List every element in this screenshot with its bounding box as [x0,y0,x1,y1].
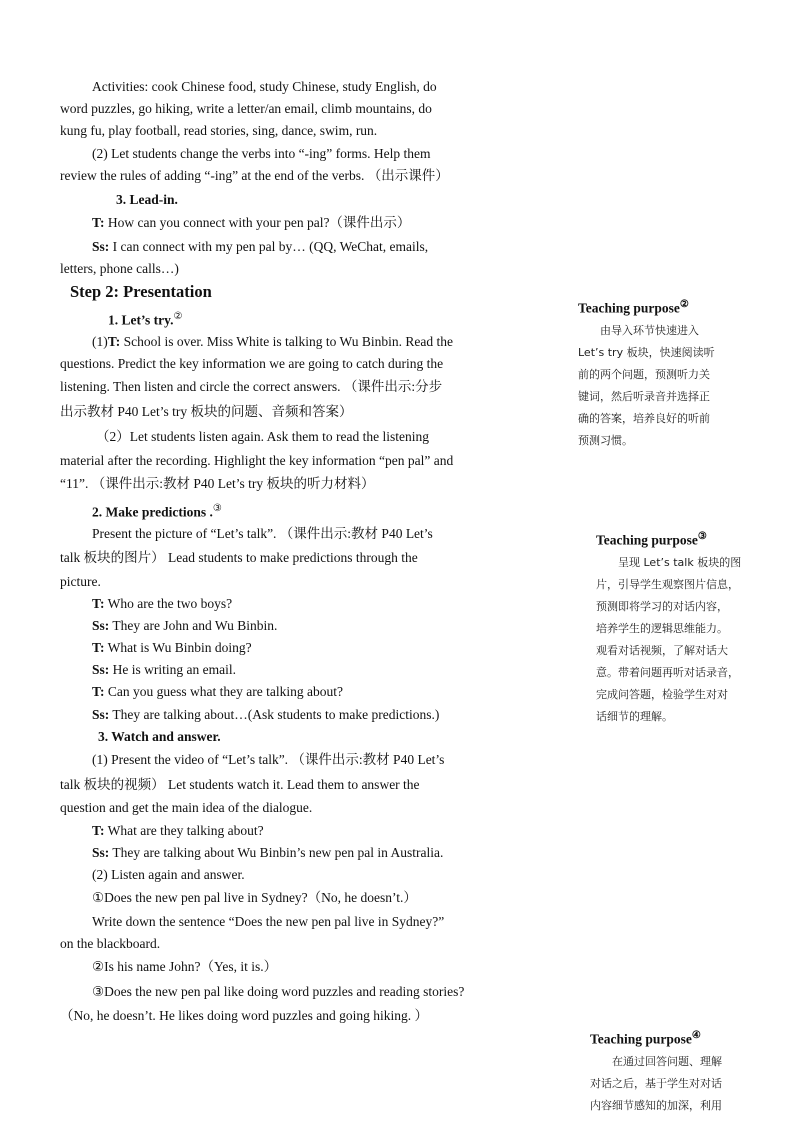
dialogue-line: T: Can you guess what they are talking about? [92,684,343,699]
section-heading: 3. Watch and answer. [98,729,221,744]
step-text: picture. [60,574,101,589]
question-line: ②Is his name John?（Yes, it is.） [92,959,278,974]
dialogue-line: Ss: They are John and Wu Binbin. [92,618,278,633]
step-text: listening. Then listen and circle the correct answers. （课件出示:分步 [60,379,443,394]
dialogue-line: letters, phone calls…) [60,261,179,276]
step-text: （2）Let students listen again. Ask them to read the listening [96,429,429,444]
dialogue-line: T: How can you connect with your pen pal?（课件出示） [92,215,411,230]
dialogue-line: Ss: They are talking about Wu Binbin’s new pen pal in Australia. [92,845,444,860]
teaching-purpose-note: 在通过回答问题、理解 对话之后，基于学生对对话 内容细节感知的加深，利用 [590,1055,722,1112]
teaching-purpose-title: Teaching purpose② [578,299,689,316]
dialogue-line: Ss: I can connect with my pen pal by… (QQ, WeChat, emails, [92,239,429,254]
question-line: ①Does the new pen pal live in Sydney?（No, he doesn’t.） [92,890,417,905]
section-heading: 3. Lead-in. [116,192,178,207]
step-text: review the rules of adding “-ing” at the end of the verbs. （出示课件） [60,168,449,183]
step-text: (1)T: School is over. Miss White is talking to Wu Binbin. Read the [92,334,453,349]
step-text: “11”. （课件出示:教材 P40 Let’s try 板块的听力材料） [60,476,375,491]
question-line: （No, he doesn’t. He likes doing word puzzles and going hiking. ） [60,1008,428,1023]
step-text: Present the picture of “Let’s talk”. （课件出示:教材 P40 Let’s [92,526,433,541]
activities-line: Activities: cook Chinese food, study Chinese, study English, do [92,79,437,94]
dialogue-line: T: Who are the two boys? [92,596,233,611]
activities-line: word puzzles, go hiking, write a letter/an email, climb mountains, do [60,101,432,116]
question-line: ③Does the new pen pal like doing word puzzles and reading stories? [92,984,465,999]
step-text: questions. Predict the key information we are going to catch during the [60,356,444,371]
step-text: material after the recording. Highlight the key information “pen pal” and [60,453,454,468]
step-text: talk 板块的图片） Lead students to make predictions through the [60,550,418,565]
dialogue-line: T: What is Wu Binbin doing? [92,640,252,655]
step-text: question and get the main idea of the dialogue. [60,800,313,815]
dialogue-line: T: What are they talking about? [92,823,264,838]
dialogue-line: Ss: He is writing an email. [92,662,236,677]
step-heading: Step 2: Presentation [70,282,212,301]
section-heading: 2. Make predictions .③ [92,503,222,520]
step-text: Write down the sentence “Does the new pen pal live in Sydney?” [92,914,445,929]
step-text: on the blackboard. [60,936,161,951]
step-text: talk 板块的视频） Let students watch it. Lead them to answer the [60,777,420,792]
step-text: (2) Listen again and answer. [92,867,245,882]
step-text: (1) Present the video of “Let’s talk”. （课件出示:教材 P40 Let’s [92,752,445,767]
activities-line: kung fu, play football, read stories, sing, dance, swim, run. [60,123,378,138]
teaching-purpose-note: 呈现 Let’s talk 板块的图 片，引导学生观察图片信息， 预测即将学习的对话内容， 培养学生的逻辑思维能力。 观看对话视频，了解对话大 意。带着问题再听对话录音， 完成问答题，检验学生对对 话细节的理解。 [596,556,742,723]
section-heading: 1. Let’s try.② [108,311,183,328]
teaching-purpose-title: Teaching purpose④ [590,1030,701,1047]
step-text: 出示教材 P40 Let’s try 板块的问题、音频和答案） [60,404,353,419]
dialogue-line: Ss: They are talking about…(Ask students to make predictions.) [92,707,440,722]
teaching-purpose-title: Teaching purpose③ [596,531,707,548]
teaching-purpose-note: 由导入环节快速进入 Let’s try 板块，快速阅读听 前的两个问题，预测听力关 键词，然后听录音并选择正 确的答案，培养良好的听前 预测习惯。 [578,324,715,447]
step-text: (2) Let students change the verbs into “-ing” forms. Help them [92,146,431,161]
